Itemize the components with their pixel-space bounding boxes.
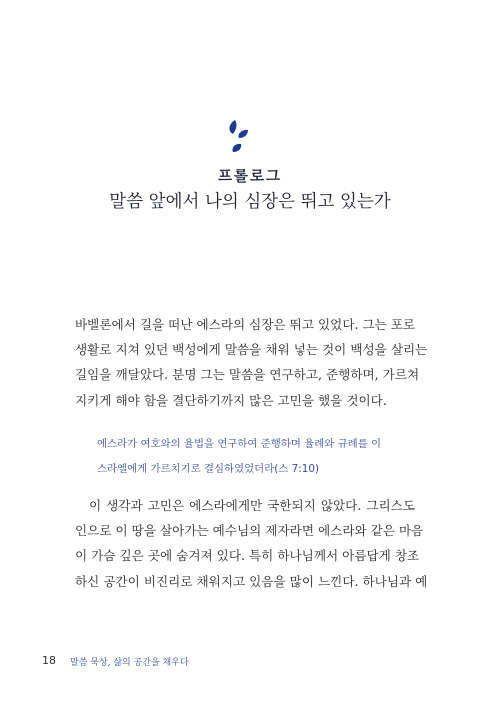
paragraph-line: 인으로 이 땅을 살아가는 예수님의 제자라면 에스라와 같은 마음 — [75, 523, 424, 539]
chapter-label: 프롤로그 — [217, 169, 283, 185]
paragraph-line: 길임을 깨달았다. 분명 그는 말씀을 연구하고, 준행하며, 가르쳐 — [75, 367, 420, 383]
paragraph-1 — [75, 312, 428, 413]
paragraph-line: 지키게 해야 함을 결단하기까지 많은 고민을 했을 것이다. — [75, 392, 387, 408]
page-number: 18 — [42, 654, 56, 667]
paragraph-line: 생활로 지쳐 있던 백성에게 말씀을 채워 넣는 것이 백성을 살리는 — [75, 342, 428, 358]
leaf-right — [239, 130, 248, 138]
running-title: 말씀 묵상, 삶의 공간을 채우다 — [70, 658, 189, 668]
quote-line: 스라엘에게 가르치기로 결심하였었더라(스 7:10) — [97, 463, 320, 475]
chapter-title: 말씀 앞에서 나의 심장은 뛰고 있는가 — [109, 192, 391, 212]
leaf-sprig-icon — [220, 118, 250, 158]
leaf-bottom — [232, 144, 241, 152]
paragraph-line: 하신 공간이 비진리로 채워지고 있음을 많이 느낀다. 하나님과 예 — [75, 573, 428, 589]
paragraph-line: 이 생각과 고민은 에스라에게만 국한되지 않았다. 그리스도 — [89, 498, 415, 513]
paragraph-line: 이 가슴 깊은 곳에 숨겨져 있다. 특히 하나님께서 아름답게 창조 — [75, 548, 420, 564]
quote-line: 에스라가 여호와의 율법을 연구하여 준행하며 율례와 규례를 이 — [97, 438, 382, 450]
scripture-quote — [97, 432, 397, 482]
paragraph-2 — [75, 493, 428, 594]
leaf-top — [229, 120, 236, 134]
paragraph-line: 바벨론에서 길을 떠난 에스라의 심장은 뛰고 있었다. 그는 포로 — [75, 317, 416, 332]
